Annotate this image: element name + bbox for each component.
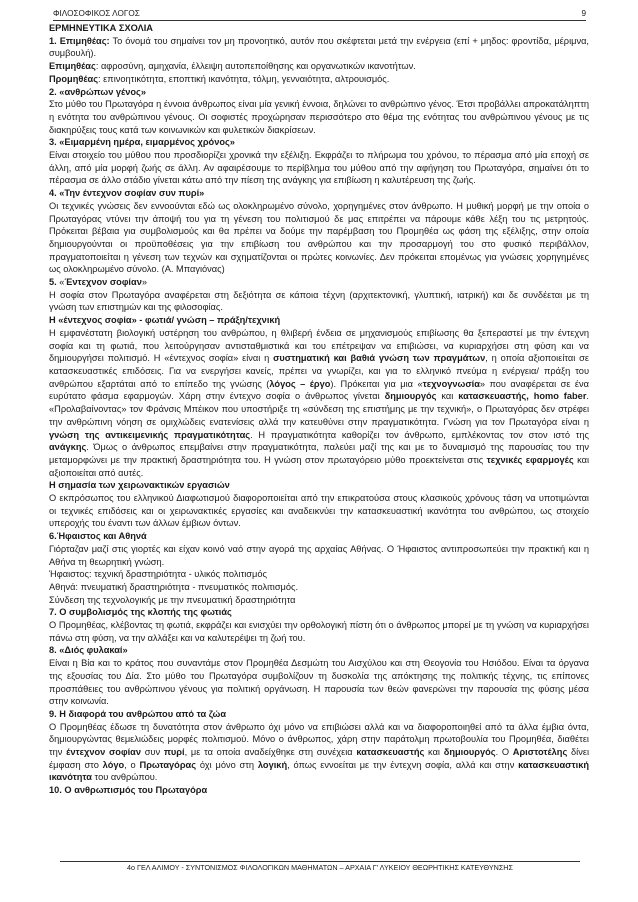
bold-run: κατασκευαστής [356, 747, 425, 758]
paragraph [49, 73, 589, 86]
paragraph [49, 327, 589, 479]
quote-mark: » [141, 277, 147, 288]
subheading-number: 2. [49, 86, 60, 97]
page-number: 9 [581, 9, 586, 18]
subheading: 8. «Διός φυλακαί» [49, 645, 128, 656]
text-run: , όπως εννοείται με την έντεχνη σοφία, αλλά και στην [287, 759, 519, 770]
bold-run: λογική [257, 759, 288, 770]
bold-run: κατασκευαστής, homo faber [458, 391, 587, 402]
text-run: . Όμως ο άνθρωπος επεμβαίνει στην πραγματικότητα, παλεύει μαζί της και με το δυναμισμό της παρουσίας του την μεταμορφώνει με την πρακτική δραστηριότητα του. Η γνώση στον πρωταγόρειο μύθο προεκτείνεται στις [49, 442, 589, 465]
paragraph-text: Ο εκπρόσωπος του ελληνικού Διαφωτισμού διαφοροποιείται από την επικρατούσα στους κλασικούς χρόνους τάση να υποτιμώνται οι τεχνικές επιδόσεις και οι χειρωνακτικές εργασίες και αναδεικνύει την κατασκευαστική ικανότητα του ανθρώπου, ως στοιχείο υπεροχής του έναντι των άλλων έμβιων όντων. [49, 493, 589, 529]
paragraph [49, 721, 589, 785]
term-heading: 1. Επιμηθέας: [49, 35, 110, 46]
list-line: Ήφαιστος: τεχνική δραστηριότητα - υλικός πολιτισμός [49, 569, 267, 580]
subheading: 7. Ο συμβολισμός της κλοπής της φωτιάς [49, 607, 232, 618]
text-run: . Η πραγματικότητα καθορίζει τον άνθρωπο, εμπλέκοντας τον στον ιστό της [250, 429, 590, 440]
paragraph [49, 60, 589, 73]
text-run: συν [140, 747, 164, 758]
paragraph-text: : επινοητικότητα, εποπτική ικανότητα, τόλμη, γενναιότητα, αλτρουισμός. [98, 73, 390, 84]
subheading-text: Έντεχνον σοφίαν [64, 277, 142, 288]
bold-run: δημιουργός [443, 747, 496, 758]
bold-run: δημιουργός [384, 391, 437, 402]
text-run: , ο [124, 759, 140, 770]
list-line: Αθηνά: πνευματική δραστηριότητα - πνευματικός πολιτισμός. [49, 581, 299, 592]
text-run: και αξιοποιείται από αυτές. [49, 454, 589, 478]
text-run: όχι μόνο στη [196, 759, 258, 770]
subheading: Η «έντεχνος σοφία» - φωτιά/ γνώση – πράξη/τεχνική [49, 315, 281, 326]
bold-run: κατασκευαστική ικανότητα [49, 759, 590, 783]
bold-run: λόγος – έργο [269, 378, 331, 389]
subheading: 6.Ήφαιστος και Αθηνά [49, 531, 147, 542]
bold-run: πυρί [163, 747, 185, 758]
document-body [49, 22, 589, 797]
text-run: , με τα οποία αναδείχθηκε στη συνέχεια [184, 747, 357, 758]
subheading: Η σημασία των χειρωνακτικών εργασιών [49, 480, 230, 491]
text-run: » που αναφέρεται σε ένα ευρύτατο φάσμα εφαρμογών. Χάρη στην έντεχνο σοφία ο άνθρωπος γίνεται [49, 378, 590, 402]
paragraph-text: Γιόρταζαν μαζί στις γιορτές και είχαν κοινό ναό στην αγορά της αρχαίας Αθήνας. Ο Ήφαιστος αντιπροσωπεύει την πρακτική και η Αθήνα τη θεωρητική γνώση. [49, 543, 589, 567]
subheading: 9. Η διαφορά του ανθρώπου από τα ζώα [49, 708, 227, 719]
bold-run: έντεχνον σοφίαν [66, 747, 141, 758]
section-title: ΕΡΜΗΝΕΥΤΙΚΑ ΣΧΟΛΙΑ [49, 23, 153, 33]
bold-run: Αριστοτέλης [512, 747, 568, 758]
quote-mark: « [59, 277, 65, 288]
subheading-number: 5. [49, 277, 60, 288]
paragraph-text: Οι τεχνικές γνώσεις δεν εννοούνται εδώ ως ολοκληρωμένο σύνολο, χορηγημένες στον άνθρωπο. Η μυθική μορφή με την οποία ο Πρωταγόρας ντύνει την άποψή του για τη γένεση του πολιτισμού δε μας επιτρέπει να πάρουμε κάθε λέξη του τις μετρητούς. Πρόκειται βέβαια για συμβολισμούς και θα πρέπει να δούμε την παρέμβαση του Προμηθέα ως φάση της εξέλιξης, στην οποία δημιουργούνται οι προϋποθέσεις για την επιβίωση του ανθρώπου και την προσαρμογή του στο φυσικό περιβάλλον, πραγματοποιείται η γένεση των τεχνών και σχηματίζονται οι πρώτες κοινωνίες. Δεν πρόκειται επομένως για γνώσεις χορηγημένες ως ολοκληρωμένο σύνολο. (Α. Μπαγιόνας) [49, 200, 589, 275]
bold-run: συστηματική και βαθιά γνώση των πραγμάτων [273, 353, 486, 364]
text-run: Ο Προμηθέας έδωσε τη δυνατότητα στον άνθρωπο όχι μόνο να επιβιώσει αλλά και να διαφοροποιηθεί από τα άλλα έμβια όντα, δημιουργώντας θεμελιώδεις μορφές πολιτισμού. Μόνο ο άνθρωπος, χάρη στην παράτολμη πρωτοβουλία του Προμηθέα, διαθέτει την [49, 721, 589, 758]
bold-run: γνώση της αντικειμενικής πραγματικότητας [49, 429, 251, 440]
subheading: 3. «Ειμαρμένη ημέρα, ειμαρμένος χρόνος» [49, 137, 235, 148]
term-heading: Προμηθέας [49, 73, 99, 84]
bold-run: τεχνογνωσία [422, 378, 480, 389]
text-run: ). Πρόκειται για μια « [330, 378, 423, 389]
paragraph-text: Στο μύθο του Πρωταγόρα η έννοια άνθρωπος είναι μία γενική έννοια, δηλώνει το ανθρώπινο γένος. Έτσι προβάλλει απροκατάληπτη η ενότητα του ανθρώπινου γένους. Οι σοφιστές προχώρησαν περισσότερο στο θέμα της ενότητας του ανθρώπινου γένους με τις διακηρύξεις τους κατά των κοινωνικών και φυλετικών διακρίσεων. [49, 99, 589, 135]
subheading: 4. «Την έντεχνον σοφίαν συν πυρί» [49, 188, 205, 199]
bold-run: ανάγκης [49, 442, 87, 453]
text-run: δίνει έμφαση στο [49, 747, 589, 770]
subheading: 10. Ο ανθρωπισμός του Πρωταγόρα [49, 785, 208, 796]
bold-run: τεχνικές εφαρμογές [486, 454, 574, 465]
text-run: του ανθρώπου. [91, 772, 158, 783]
paragraph-text: Είναι στοιχείο του μύθου που προσδιορίζει χρονικά την εξέλιξη. Εκφράζει το πλήρωμα του χρόνου, το πέρασμα από μία εποχή σε άλλη, από μία μορφή ζωής σε άλλη. Αν αφαιρέσουμε το περίβλημα του μύθου από την αφήγηση του Πρωταγόρα, σημαίνει ότι το πέρασμα σε άλλο στάδιο γίνεται κάτω από την πίεση της ανάγκης για επιβίωση η καλυτέρευση της ζωής. [49, 150, 589, 186]
subheading [49, 86, 589, 99]
term-heading: Επιμηθέας [49, 61, 96, 72]
text-run: και [424, 747, 444, 758]
paragraph [49, 35, 589, 60]
page-footer: 4ο ΓΕΛ ΑΛΙΜΟΥ - ΣΥΝΤΟΝΙΣΜΟΣ ΦΙΛΟΛΟΓΙΚΩΝ ΜΑΘΗΜΑΤΩΝ – ΑΡΧΑΙΑ Γ' ΛΥΚΕΙΟΥ ΘΕΩΡΗΤΙΚΗΣ ΚΑΤΕΥΘΥΝΣΗΣ [60, 861, 580, 873]
header-title: ΦΙΛΟΣΟΦΙΚΟΣ ΛΟΓΟΣ [53, 9, 140, 18]
paragraph-text: Είναι η Βία και το κράτος που συναντάμε στον Προμηθέα Δεσμώτη του Αισχύλου και στη Θεογονία του Ησιόδου. Είναι τα όργανα της εξουσίας του Δία. Στο μύθο του Πρωταγόρα συμβολίζουν τη δυσκολία της απόκτησης της πολιτικής τέχνης, τις επίπονες προσπάθειες του ανθρώπινου γένους για πολιτική οργάνωση. Η παρουσία των θεών φανερώνει την παρουσία της φύσης μέσα στην κοινωνία. [49, 658, 589, 707]
bold-run: λόγο [102, 759, 125, 770]
paragraph-text: Το όνομά του σημαίνει τον μη προνοητικό, αυτόν που σκέφτεται μετά την ενέργεια (επί + μηδος: φροντίδα, μέριμνα, συμβουλή). [49, 35, 589, 59]
text-run: . Ο [495, 747, 513, 758]
subheading [49, 276, 589, 289]
text-run: και [436, 391, 459, 402]
text-run: Η εμφανέστατη βιολογική υστέρηση του ανθρώπου, η θλιβερή ένδεια σε μηχανισμούς επιβίωσης θα ξεπεραστεί με την έντεχνη σοφία και τη φωτιά, που λειτούργησαν αντισταθμιστικά και του επέτρεψαν να επιβιώσει, να κυριαρχήσει στη φύση και να δημιουργήσει πολιτισμό. Η «έντεχνος σοφία» είναι η [49, 327, 589, 364]
text-run: , η οποία αξιοποιείται σε κατασκευαστικές επιδόσεις. Για να ενεργήσει κανείς, πρέπει να γνωρίζει, και για το ελληνικό πνεύμα η ενέργεια/ πράξη του ανθρώπου εξαρτάται από το επίπεδο της γνώσης ( [49, 353, 589, 389]
paragraph-text: Ο Προμηθέας, κλέβοντας τη φωτιά, εκφράζει και ενισχύει την ορθολογική πίστη ότι ο άνθρωπος μπορεί με τη γνώση να κυριαρχήσει πάνω στη φύση, να την αλλάξει και να καλυτερέψει τη ζωή του. [49, 620, 589, 643]
paragraph-text: : αφροσύνη, αμηχανία, έλλειψη αυτοπεποίθησης και οργανωτικών ικανοτήτων. [95, 61, 416, 72]
bold-run: Πρωταγόρας [139, 759, 197, 770]
page-header [53, 6, 586, 21]
list-line: Σύνδεση της τεχνολογικής με την πνευματική δραστηριότητα [49, 594, 296, 605]
paragraph-text: Η σοφία στον Πρωταγόρα αναφέρεται στη δεξιότητα σε κάποια τέχνη (αρχιτεκτονική, γλυπτική, ιατρική) και δε συνδέεται με τη γνώση των επιστημών και της φιλοσοφίας. [49, 289, 589, 313]
subheading-text: «ανθρώπων γένος» [59, 86, 146, 97]
text-run: . «Προλαβαίνοντας» τον Φράνσις Μπέικον που υποστήριξε τη «σύνδεση της επιστήμης με την τεχνική», ο Πρωταγόρας δεν στρέφει την ανθρώπινη νόηση σε ομιχλώδεις ενατενίσεις αλλά την κατευθύνει στην πραγματικότητα. Γνώση για τον Πρωταγόρα είναι η [49, 391, 589, 427]
